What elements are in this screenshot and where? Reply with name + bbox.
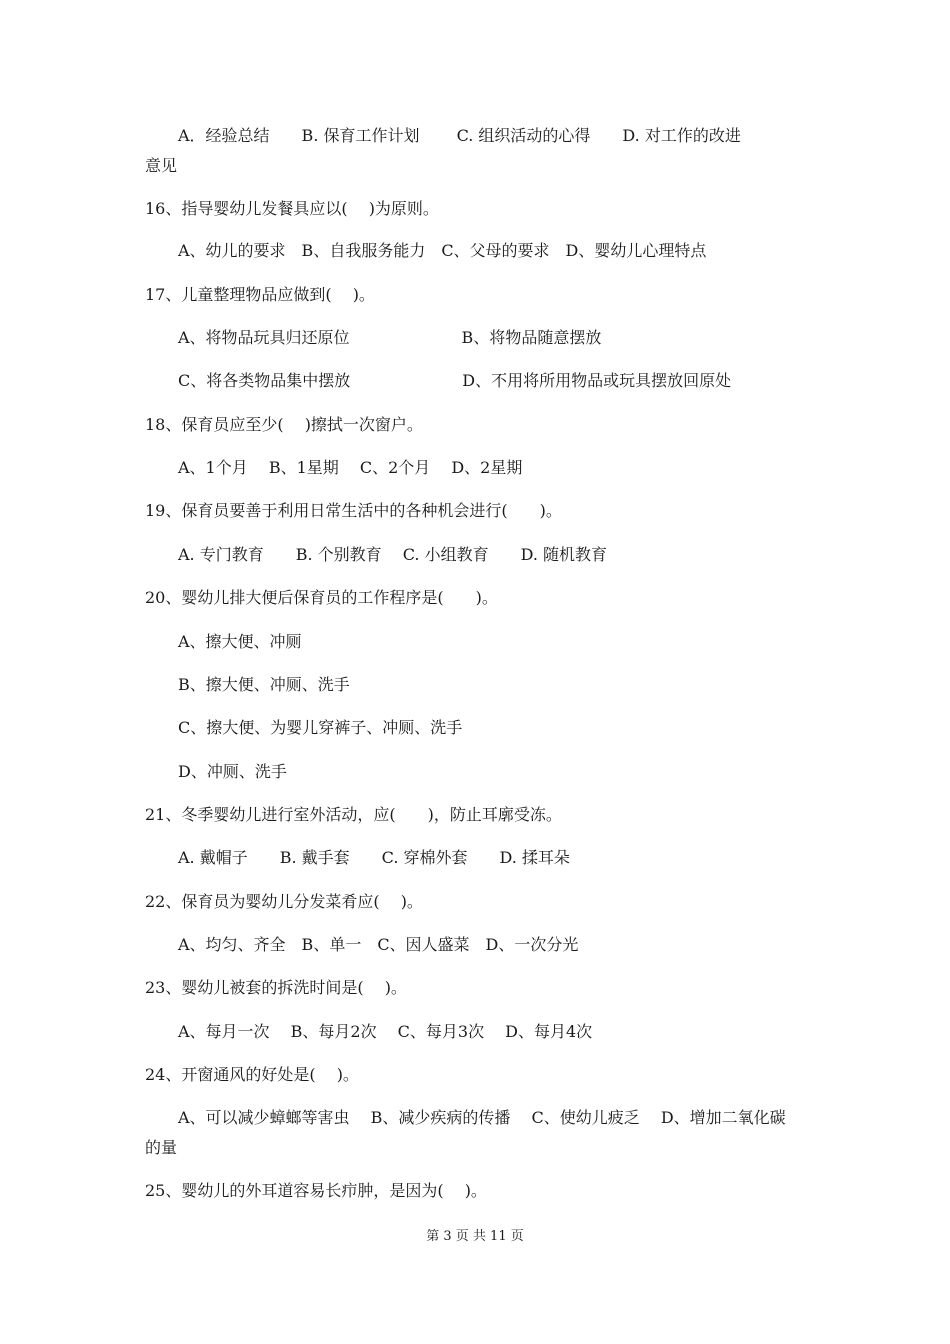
q20-question: 20、婴幼儿排大便后保育员的工作程序是( )。	[145, 588, 498, 607]
q17-options-ab: A、将物品玩具归还原位 B、将物品随意摆放	[178, 328, 602, 347]
q20-option-d: D、冲厕、洗手	[178, 762, 287, 781]
q20-option-b: B、擦大便、冲厕、洗手	[178, 675, 350, 694]
q20-option-c: C、擦大便、为婴儿穿裤子、冲厕、洗手	[178, 718, 463, 737]
q19-options: A. 专门教育 B. 个别教育 C. 小组教育 D. 随机教育	[178, 545, 608, 564]
q15-options: A．经验总结 B. 保育工作计划 C. 组织活动的心得 D. 对工作的改进	[178, 126, 741, 145]
q24-options: A、可以减少蟑螂等害虫 B、减少疾病的传播 C、使幼儿疲乏 D、增加二氧化碳	[178, 1108, 786, 1127]
q22-question: 22、保育员为婴幼儿分发菜肴应( )。	[145, 892, 423, 911]
q15-options-cont: 意见	[145, 156, 178, 175]
q16-question: 16、指导婴幼儿发餐具应以( )为原则。	[145, 199, 439, 218]
q16-options: A、幼儿的要求 B、自我服务能力 C、父母的要求 D、婴幼儿心理特点	[178, 241, 707, 260]
q21-options: A. 戴帽子 B. 戴手套 C. 穿棉外套 D. 揉耳朵	[178, 848, 570, 867]
q22-options: A、均匀、齐全 B、单一 C、因人盛菜 D、一次分光	[178, 935, 579, 954]
q18-question: 18、保育员应至少( )擦拭一次窗户。	[145, 415, 423, 434]
q18-options: A、1个月 B、1星期 C、2个月 D、2星期	[178, 458, 523, 477]
q24-options-cont: 的量	[145, 1138, 178, 1157]
q24-question: 24、开窗通风的好处是( )。	[145, 1065, 359, 1084]
q17-question: 17、儿童整理物品应做到( )。	[145, 285, 375, 304]
q23-options: A、每月一次 B、每月2次 C、每月3次 D、每月4次	[178, 1022, 593, 1041]
q23-question: 23、婴幼儿被套的拆洗时间是( )。	[145, 978, 407, 997]
q25-question: 25、婴幼儿的外耳道容易长疖肿，是因为( )。	[145, 1181, 487, 1200]
q21-question: 21、冬季婴幼儿进行室外活动，应( )，防止耳廓受冻。	[145, 805, 562, 824]
q20-option-a: A、擦大便、冲厕	[178, 632, 302, 651]
q19-question: 19、保育员要善于利用日常生活中的各种机会进行( )。	[145, 501, 562, 520]
page-footer: 第 3 页 共 11 页	[426, 1229, 524, 1244]
q17-options-cd: C、将各类物品集中摆放 D、不用将所用物品或玩具摆放回原处	[178, 371, 732, 390]
